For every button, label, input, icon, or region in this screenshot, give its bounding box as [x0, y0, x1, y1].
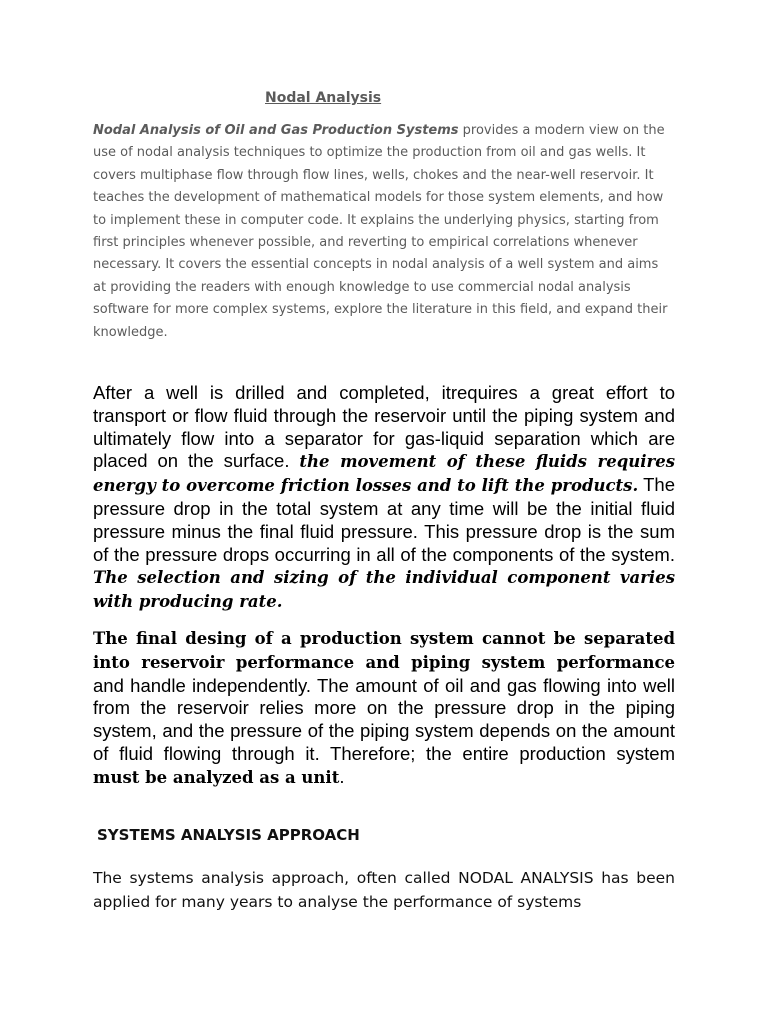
- paragraph-1: [93, 382, 675, 614]
- paragraph-2: [93, 627, 675, 790]
- document-title: Nodal Analysis: [265, 90, 382, 106]
- paragraph-1-emphasis-2: The selection and sizing of the individual component varies with producing rate.: [93, 568, 675, 612]
- paragraph-2-end: .: [339, 765, 345, 787]
- section-heading: SYSTEMS ANALYSIS APPROACH: [97, 826, 360, 844]
- intro-book-title: Nodal Analysis of Oil and Gas Production Systems: [93, 123, 459, 138]
- intro-paragraph: [93, 120, 675, 344]
- paragraph-3: The systems analysis approach, often called NODAL ANALYSIS has been applied for many years to analyse the performance of systems: [93, 869, 675, 911]
- paragraph-1-emphasis-1: the movement of these fluids requires energy to overcome friction losses and to lift the products.: [93, 452, 675, 496]
- intro-body: provides a modern view on the use of nodal analysis techniques to optimize the production from oil and gas wells. It covers multiphase flow through flow lines, wells, chokes and the near-well reservoir. It teaches the development of mathematical models for those system elements, and how to implement these in computer code. It explains the underlying physics, starting from first principles whenever possible, and reverting to empirical correlations whenever necessary. It covers the essential concepts in nodal analysis of a well system and aims at providing the readers with enough knowledge to use commercial nodal analysis software for more complex systems, explore the literature in this field, and expand their knowledge.: [93, 123, 668, 340]
- paragraph-2-lead: The final desing of a production system cannot be separated into reservoir performance and piping system performance: [93, 629, 675, 672]
- paragraph-2-body: and handle independently. The amount of oil and gas flowing into well from the reservoir relies more on the pressure drop in the piping system, and the pressure of the piping system depends on the amount of fluid flowing through it. Therefore; the entire production system: [93, 674, 675, 764]
- paragraph-1-part-2: The pressure drop in the total system at any time will be the initial fluid pressure minus the final fluid pressure. This pressure drop is the sum of the pressure drops occurring in all of the components of the system.: [93, 474, 675, 565]
- paragraph-2-emphasis: must be analyzed as a unit: [93, 767, 340, 787]
- paragraph-1-part-1: After a well is drilled and completed, itrequires a great effort to transport or flow fluid through the reservoir until the piping system and ultimately flow into a separator for gas-liquid separation which are placed on the surface.: [93, 382, 675, 472]
